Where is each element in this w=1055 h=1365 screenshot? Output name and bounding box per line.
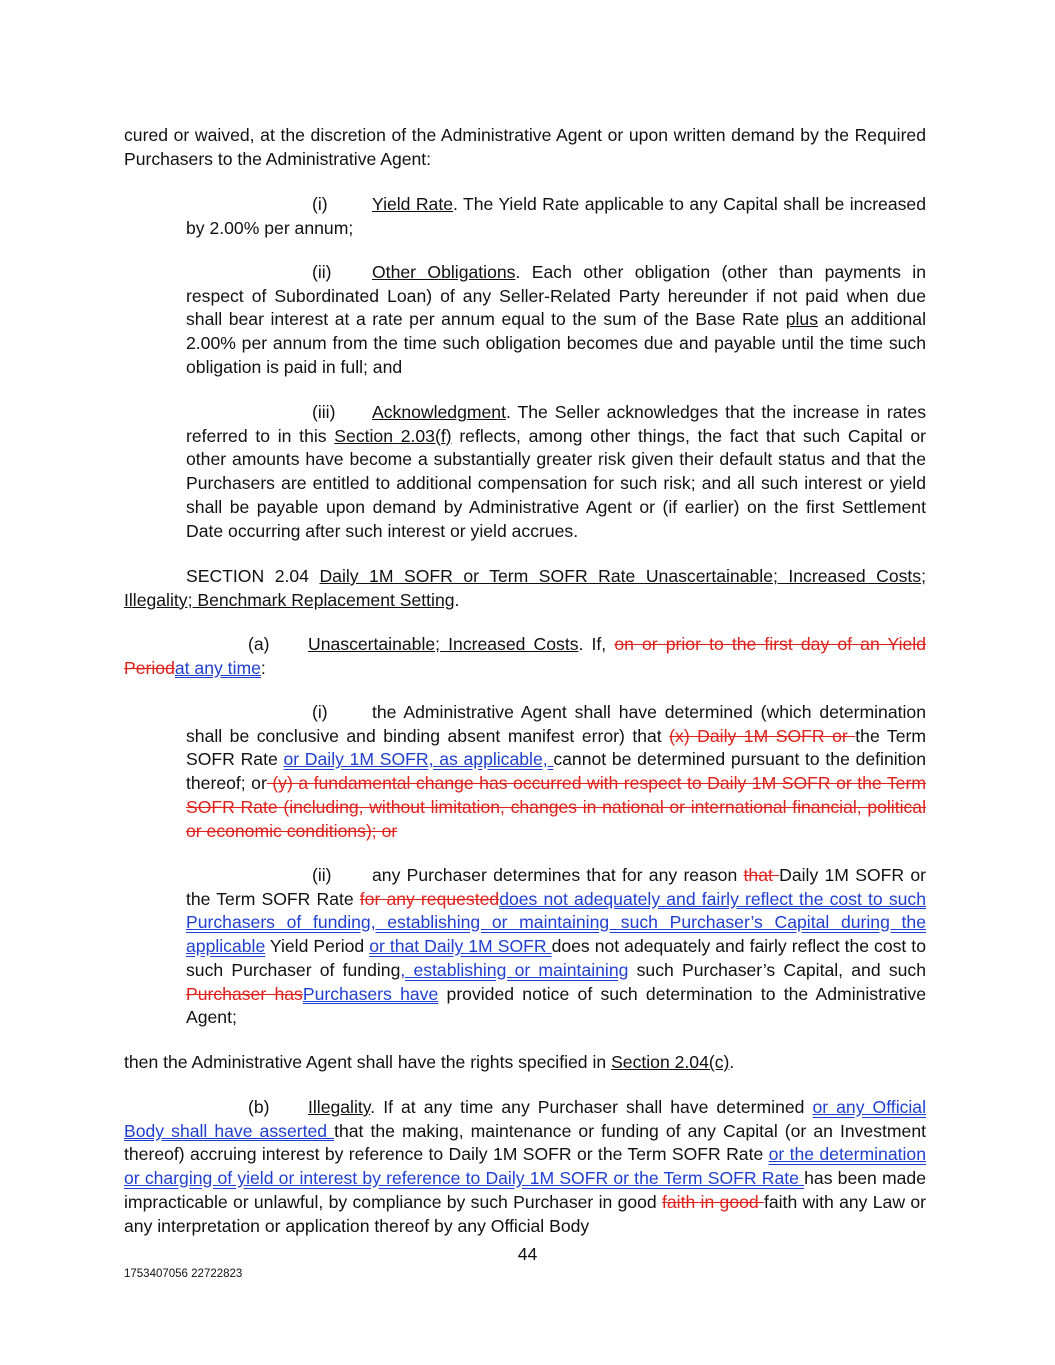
clause-number: (i) (312, 702, 328, 722)
page-number: 44 (517, 1244, 538, 1264)
clause-heading: Unascertainable; Increased Costs (308, 634, 579, 654)
section-heading-2-04: SECTION 2.04 Daily 1M SOFR or Term SOFR Rate Unascertainable; Increased Costs; Illegality; Benchmark Replacement Setting. (124, 566, 926, 610)
inserted-text: or that Daily 1M SOFR (369, 936, 552, 957)
section-reference: Section 2.03(f) (334, 425, 452, 446)
inserted-text: does not adequately and fairly reflect the cost to such Purchasers of funding, establishing or maintaining such Purchaser’s Capital during the applicable (186, 888, 926, 957)
clause-number: (b) (248, 1097, 270, 1117)
section-reference: Section 2.04(c) (611, 1052, 730, 1072)
inserted-text: or the determination or charging of yield or interest by reference to Daily 1M SOFR or the Term SOFR Rate (124, 1144, 926, 1189)
clause-number: (iii) (312, 402, 336, 422)
clause-a-ii: (ii) any Purchaser determines that for any reason that Daily 1M SOFR or the Term SOFR Rate for any requesteddoes not adequately and fairly reflect the cost to such Purchasers of funding, establishing or maintaining such Purchaser’s Capital during the applicable Yield Period or that Daily 1M SOFR does not adequately and fairly reflect the cost to such Purchaser of funding, establishing or maintaining such Purchaser’s Capital, and such Purchaser hasPurchasers have provided notice of such determination to the Administrative Agent; (186, 865, 927, 1028)
clause-ii-other-obligations: (ii) Other Obligations. Each other obligation (other than payments in respect of Subordinated Loan) of any Seller-Related Party hereunder if not paid when due shall bear interest at a rate per annum equal to the sum of the Base Rate plus an additional 2.00% per annum from the time such obligation becomes due and payable until the time such obligation is paid in full; and (186, 262, 926, 377)
section-title: Daily 1M SOFR or Term SOFR Rate Unascertainable; Increased Costs; Illegality; Benchmark Replacement Setting (124, 566, 926, 610)
inserted-text: Purchasers have (302, 983, 439, 1004)
clause-a-unascertainable: (a) Unascertainable; Increased Costs. If, on or prior to the first day of an Yield Periodat any time: (124, 634, 927, 678)
clause-heading: Yield Rate (372, 194, 454, 214)
clause-number: (ii) (312, 865, 332, 885)
paragraph-intro: cured or waived, at the discretion of the Administrative Agent or upon written demand by the Required Purchasers to the Administrative Agent: (124, 125, 926, 169)
deleted-text: for any requested (359, 888, 500, 909)
deleted-text: (x) Daily 1M SOFR or (669, 725, 856, 746)
deleted-text: faith in good (662, 1191, 764, 1212)
clause-number: (a) (248, 634, 270, 654)
clause-iii-acknowledgment: (iii) Acknowledgment. The Seller acknowledges that the increase in rates referred to in this Section 2.03(f) reflects, among other things, the fact that such Capital or other amounts have become a substantially greater risk given their default status and that the Purchasers are entitled to additional compensation for such risk; and all such interest or yield shall be payable upon demand by Administrative Agent or (if earlier) on the first Settlement Date occurring after such interest or yield accrues. (186, 402, 927, 541)
inserted-text: or Daily 1M SOFR, as applicable, (283, 749, 554, 770)
inserted-text: at any time (174, 657, 261, 678)
clause-heading: Illegality (308, 1097, 371, 1117)
clause-i-yield-rate: (i) Yield Rate. The Yield Rate applicable to any Capital shall be increased by 2.00% per annum; (186, 194, 926, 238)
document-id: 1753407056 22722823 (124, 1268, 243, 1280)
inserted-text: , establishing or maintaining (400, 959, 629, 980)
clause-heading: Other Obligations (372, 262, 516, 282)
deleted-text: on or prior to the first day of an Yield Period (124, 634, 927, 678)
clause-number: (ii) (312, 262, 332, 282)
clause-a-i: (i) the Administrative Agent shall have determined (which determination shall be conclusive and binding absent manifest error) that (x) Daily 1M SOFR or the Term SOFR Rate or Daily 1M SOFR, as applicable, cannot be determined pursuant to the definition thereof; or (y) a fundamental change has occurred with respect to Daily 1M SOFR or the Term SOFR Rate (including, without limitation, changes in national or international financial, political or economic conditions); or (186, 702, 927, 841)
inserted-text: or any Official Body shall have asserted (124, 1097, 926, 1141)
clause-b-illegality: (b) Illegality. If at any time any Purchaser shall have determined or any Official Body shall have asserted that the making, maintenance or funding of any Capital (or an Investment thereof) accruing interest by reference to Daily 1M SOFR or the Term SOFR Rate or the determination or charging of yield or interest by reference to Daily 1M SOFR or the Term SOFR Rate has been made impracticable or unlawful, by compliance by such Purchaser in good faith in good faith with any Law or any interpretation or application thereof by any Official Body (124, 1097, 926, 1236)
paragraph-then: then the Administrative Agent shall have the rights specified in Section 2.04(c). (124, 1052, 735, 1072)
clause-number: (i) (312, 194, 328, 214)
deleted-text: (y) a fundamental change has occurred with respect to Daily 1M SOFR or the Term SOFR Rate (including, without limitation, changes in national or international financial, political or economic conditions); or (186, 773, 926, 841)
deleted-text: Purchaser has (186, 983, 303, 1004)
clause-heading: Acknowledgment (372, 402, 506, 422)
deleted-text: that (743, 865, 780, 885)
